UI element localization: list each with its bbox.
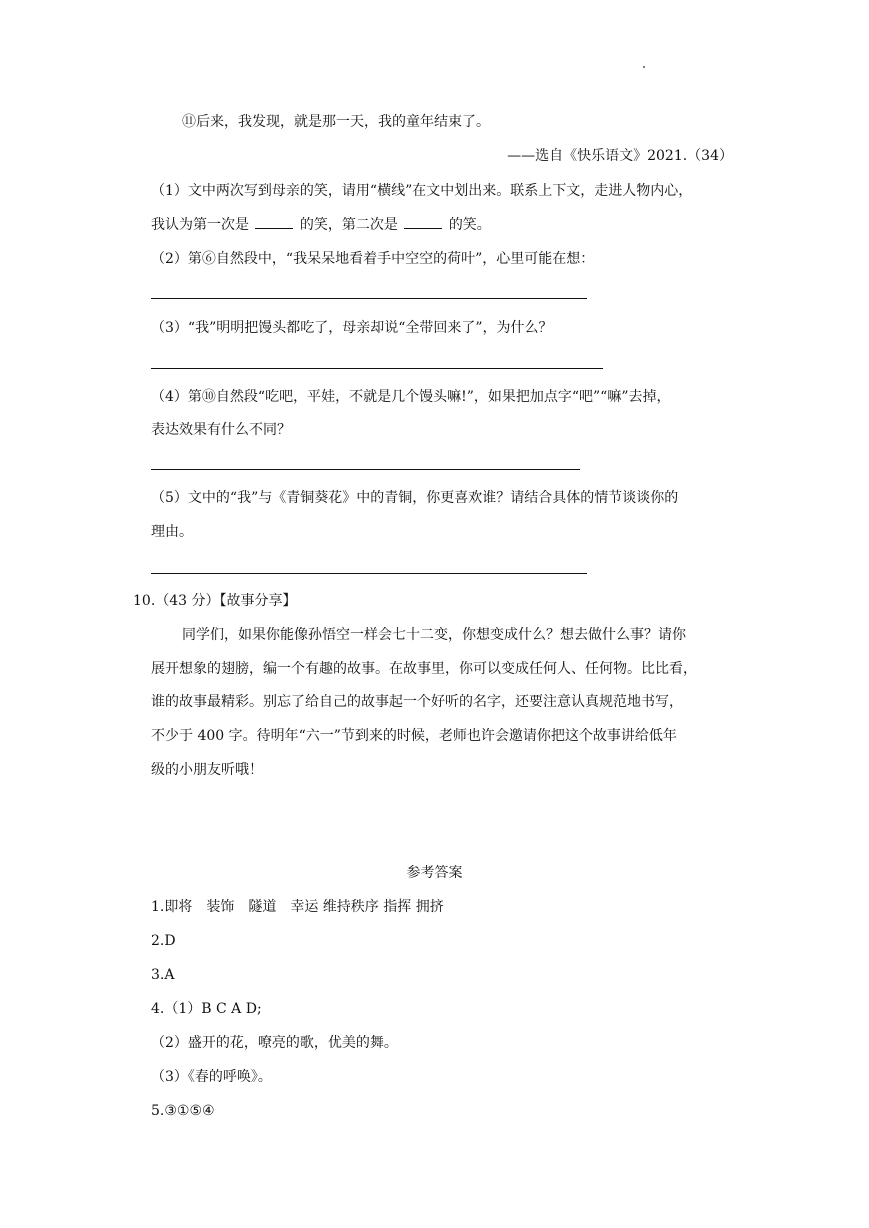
- question-10-line-1: 同学们，如果你能像孙悟空一样会七十二变，你想变成什么？想去做什么事？请你: [182, 627, 686, 643]
- answers-title: 参考答案: [406, 865, 463, 881]
- question-4-line-1: （4）第⑩自然段“吃吧，平娃，不就是几个馒头嘛!”，如果把加点字“吧”“嘛”去掉，: [151, 389, 671, 405]
- answer-4-part-3: （3）《春的呼唤》。: [151, 1069, 272, 1085]
- question-5-line-1: （5）文中的“我”与《青铜葵花》中的青铜，你更喜欢谁？请结合具体的情节谈谈你的: [151, 490, 679, 506]
- answer-4-part-1: 4.（1）B C A D;: [151, 1001, 262, 1017]
- question-4-answer-line[interactable]: [151, 469, 580, 470]
- question-3-answer-line[interactable]: [151, 368, 603, 369]
- story-paragraph-11: ⑪后来，我发现，就是那一天，我的童年结束了。: [182, 114, 490, 130]
- answer-1: 1.即将 装饰 隧道 幸运 维持秩序 指挥 拥挤: [151, 899, 444, 915]
- question-1-text-b: 的笑，第二次是: [299, 217, 398, 233]
- answer-4-part-2: （2）盛开的花，嘹亮的歌，优美的舞。: [151, 1035, 398, 1051]
- question-2-answer-line[interactable]: [151, 298, 587, 299]
- question-1-blank-2[interactable]: [404, 214, 442, 229]
- question-10-line-4: 不少于 400 字。待明年“六一”节到来的时候，老师也许会邀请你把这个故事讲给低年: [151, 728, 677, 744]
- answer-3: 3.A: [151, 967, 175, 983]
- question-1-text-c: 的笑。: [448, 217, 491, 233]
- question-10-heading: 10.（43 分）【故事分享】: [133, 593, 297, 609]
- page-dot-mark: [643, 66, 645, 68]
- question-10-line-3: 谁的故事最精彩。别忘了给自己的故事起一个好听的名字，还要注意认真规范地书写，: [151, 694, 683, 710]
- story-source: ——选自《快乐语文》2021.（34）: [507, 148, 733, 164]
- question-1-blank-1[interactable]: [255, 214, 293, 229]
- question-2: （2）第⑥自然段中，“我呆呆地看着手中空空的荷叶”，心里可能在想：: [151, 251, 595, 267]
- question-1-line-2: [151, 214, 491, 235]
- question-5-line-2: 理由。: [151, 524, 193, 540]
- answer-2: 2.D: [151, 933, 176, 949]
- question-1-text-a: 我认为第一次是: [151, 217, 249, 233]
- question-10-line-2: 展开想象的翅膀，编一个有趣的故事。在故事里，你可以变成任何人、任何物。比比看，: [151, 661, 697, 677]
- question-3: （3）“我”明明把馒头都吃了，母亲却说“全带回来了”，为什么？: [151, 320, 553, 336]
- answer-5: 5.③①⑤④: [151, 1103, 215, 1119]
- question-1-line-1: （1）文中两次写到母亲的笑，请用“横线”在文中划出来。联系上下文，走进人物内心，: [151, 183, 693, 199]
- question-10-line-5: 级的小朋友听哦！: [151, 762, 263, 778]
- question-5-answer-line[interactable]: [151, 573, 587, 574]
- question-4-line-2: 表达效果有什么不同？: [151, 422, 291, 438]
